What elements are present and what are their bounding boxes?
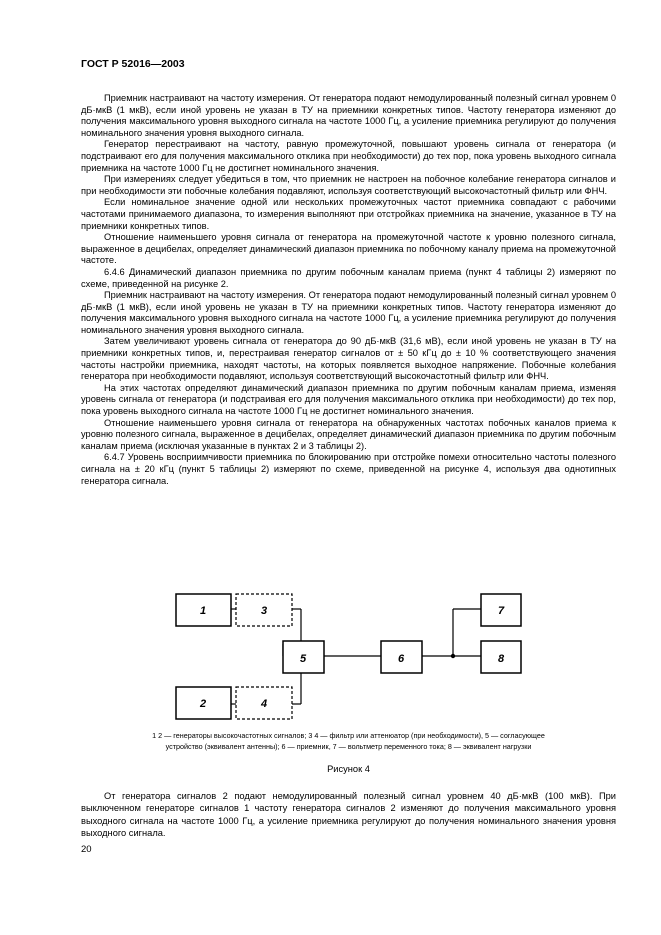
- block-3: [236, 594, 292, 626]
- paragraph: 6.4.7 Уровень восприимчивости приемника по блокированию при отстройке помехи относительно частоты полезного сигнала на ± 20 кГц (пункт 5 таблицы 2) измеряют по схеме, приведенной на рисунке 4, используя два однотипных генератора сигнала.: [81, 452, 616, 486]
- block-2-label: 2: [199, 698, 207, 710]
- junction-dot: [451, 654, 455, 658]
- paragraph: Отношение наименьшего уровня сигнала от генератора на промежуточной частоте к уровню полезного сигнала, выраженное в децибелах, определяет динамический диапазон приемника по побочному каналу приема на промежуточной частоте.: [81, 232, 616, 266]
- paragraph: 6.4.6 Динамический диапазон приемника по другим побочным каналам приема (пункт 4 таблицы 2) измеряют по схеме, приведенной на рисунке 2.: [81, 266, 616, 289]
- paragraph: От генератора сигналов 2 подают немодулированный полезный сигнал уровнем 40 дБ·мкВ (100 мкВ). При выключенном генераторе сигналов 1 частоту генератора сигналов 2 изменяют до получения максимального уровня выходного сигнала на частоте 1000 Гц, а усиление приемника регулируют до получения номинального значения уровня выходного сигнала.: [81, 791, 616, 839]
- block-6: [381, 641, 422, 673]
- block-6-label: 6: [397, 653, 405, 665]
- block-7: [481, 594, 521, 626]
- paragraph: Отношение наименьшего уровня сигнала от генератора на обнаруженных частотах побочных каналов приема к уровню полезного сигнала, выраженное в децибелах, определяет динамический диапазон приемника по другим побочным каналам приема (исключая указанные в пунктах 2 и 3 таблицы 2).: [81, 417, 616, 451]
- block-4: [236, 687, 292, 719]
- paragraph: Если номинальное значение одной или нескольких промежуточных частот приемника совпадают с рабочими частотами принимаемого диапазона, то измерения выполняют при отстройках приемника на значение, указанное в ТУ на приемники конкретных типов.: [81, 197, 616, 231]
- paragraph: При измерениях следует убедиться в том, что приемник не настроен на побочное колебание генератора сигналов и при необходимости эти побочные колебания подавляют, используя соответствующий высокочастотный фильтр или ФНЧ.: [81, 174, 616, 196]
- caption-line: устройство (эквивалент антенны); 6 — приемник, 7 — вольтметр переменного тока; 8 — эквивалент нагрузки: [165, 741, 532, 751]
- block-diagram: [81, 586, 616, 726]
- figure-caption: [81, 731, 616, 752]
- block-4-label: 4: [260, 698, 268, 710]
- paragraph: Генератор перестраивают на частоту, равную промежуточной, повышают уровень сигнала от генератора (и подстраивают его для получения максимального отклика при необходимости) до тех пор, пока уровень выходного сигнала приемника на частоте 1000 Гц не достигнет номинального значения.: [81, 139, 616, 173]
- paragraph: Приемник настраивают на частоту измерения. От генератора подают немодулированный полезный сигнал уровнем 0 дБ·мкВ (1 мкВ), если иной уровень не указан в ТУ на приемники конкретных типов. Частоту генератора изменяют до получения максимального уровня выходного сигнала на частоте 1000 Гц, а усиление приемника регулируют до получения номинального значения уровня выходного сигнала.: [81, 93, 616, 138]
- document-header: ГОСТ Р 52016—2003: [81, 58, 185, 70]
- block-8: [481, 641, 521, 673]
- block-1: [176, 594, 231, 626]
- body-text-bottom: [81, 790, 616, 840]
- paragraph: На этих частотах определяют динамический диапазон приемника по другим побочным каналам приема, изменяя уровень сигнала от генератора (и подстраивая его для получения максимального отклика при необходимости) до тех пор, пока уровень выходного сигнала на частоте 1000 Гц не достигнет номинального значения.: [81, 382, 616, 417]
- paragraph: Затем увеличивают уровень сигнала от генератора до 90 дБ·мкВ (31,6 мВ), если иной уровень не указан в ТУ на приемники конкретных типов, и, перестраивая генератор сигналов от ± 50 кГц до ± 10 % соответствующего значения частоты настройки приемника, находят частоты, на которых появляется выходное напряжение. Побочные колебания генератора при необходимости подавляют, используя соответствующий высокочастотный фильтр или ФНЧ.: [81, 336, 616, 382]
- block-5: [283, 641, 324, 673]
- block-2: [176, 687, 231, 719]
- body-text: [81, 93, 616, 487]
- block-8-label: 8: [497, 653, 505, 665]
- block-7-label: 7: [497, 605, 505, 617]
- block-1-label: 1: [199, 605, 207, 617]
- caption-line: 1 2 — генераторы высокочастотных сигналов; 3 4 — фильтр или аттенюатор (при необходимости), 5 — согласующее: [152, 731, 545, 740]
- page-number: 20: [81, 844, 92, 855]
- block-3-label: 3: [260, 605, 268, 617]
- block-5-label: 5: [299, 653, 307, 665]
- figure-title: Рисунок 4: [327, 764, 370, 774]
- paragraph: Приемник настраивают на частоту измерения. От генератора подают немодулированный полезный сигнал уровнем 0 дБ·мкВ (1 мкВ), если иной уровень не указан в ТУ на приемники конкретных типов. Частоту генератора изменяют до получения максимального уровня выходного сигнала на частоте 1000 Гц, а усиление приемника регулируют до получения номинального значения уровня выходного сигнала.: [81, 290, 616, 335]
